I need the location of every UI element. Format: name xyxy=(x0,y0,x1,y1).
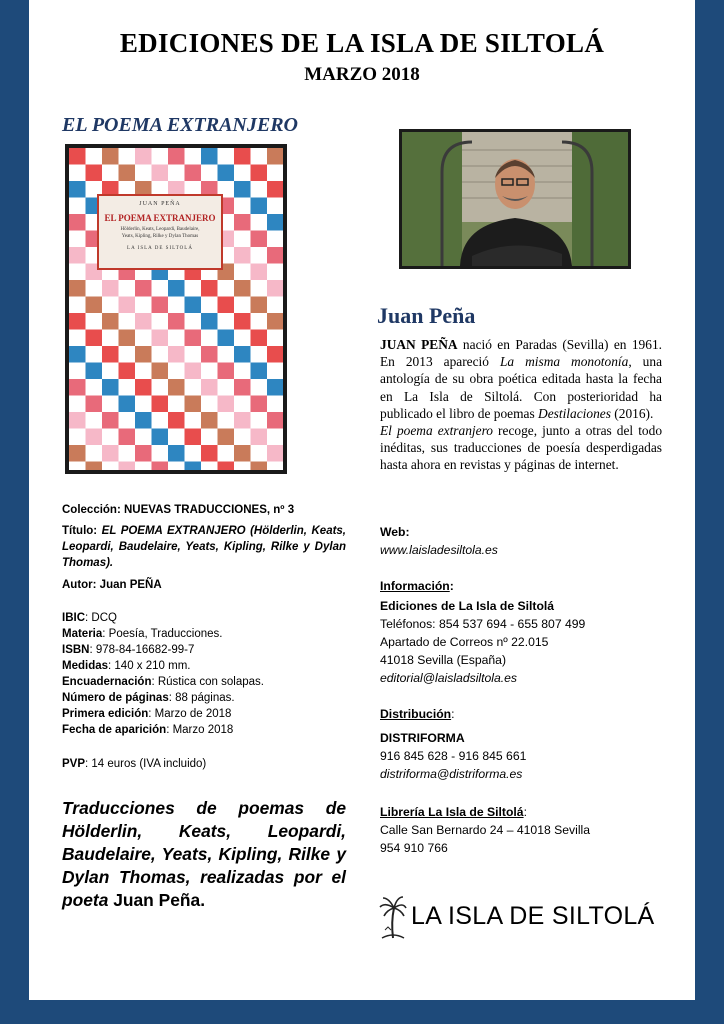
cover-tile xyxy=(135,412,152,429)
cover-tile xyxy=(119,462,136,471)
dist-email-link[interactable]: distriforma@distriforma.es xyxy=(380,767,523,781)
book-title: EL POEMA EXTRANJERO xyxy=(62,114,298,136)
cover-tile xyxy=(119,165,136,182)
cover-tile xyxy=(185,330,202,347)
cover-tile xyxy=(69,181,86,198)
web-label: Web: xyxy=(380,525,410,539)
cover-tile xyxy=(119,297,136,314)
cover-tile xyxy=(69,214,86,231)
info-box: Apartado de Correos nº 22.015 xyxy=(380,635,549,649)
cover-tile xyxy=(69,379,86,396)
cover-publisher: LA ISLA DE SILTOLÁ xyxy=(127,246,193,251)
cover-tile xyxy=(201,280,218,297)
cover-tile xyxy=(185,429,202,446)
cover-tile xyxy=(201,412,218,429)
libreria-label: Librería La Isla de Siltolá: xyxy=(380,805,527,819)
isbn-line: ISBN: 978-84-16682-99-7 xyxy=(62,644,195,656)
cover-tile xyxy=(267,412,283,429)
cover-tile xyxy=(218,165,235,182)
pvp-line: PVP: 14 euros (IVA incluido) xyxy=(62,758,207,770)
author-photo xyxy=(399,129,631,269)
cover-tile xyxy=(86,297,103,314)
cover-tile xyxy=(218,396,235,413)
info-label: Información: xyxy=(380,579,454,593)
cover-tile xyxy=(251,330,268,347)
cover-tile xyxy=(218,429,235,446)
cover-tile xyxy=(267,181,283,198)
cover-tile xyxy=(86,165,103,182)
cover-tile xyxy=(201,346,218,363)
cover-tile xyxy=(119,396,136,413)
paginas-line: Número de páginas: 88 páginas. xyxy=(62,692,235,704)
cover-tile xyxy=(69,247,86,264)
cover-tile xyxy=(201,313,218,330)
cover-tile xyxy=(135,313,152,330)
cover-tile xyxy=(234,148,251,165)
cover-tile xyxy=(267,148,283,165)
cover-tile xyxy=(218,297,235,314)
cover-tile xyxy=(69,148,86,165)
cover-tile xyxy=(168,148,185,165)
cover-tile xyxy=(168,280,185,297)
fecha-aparicion-line: Fecha de aparición: Marzo 2018 xyxy=(62,724,234,736)
cover-tile xyxy=(234,412,251,429)
cover-title: EL POEMA EXTRANJERO xyxy=(104,213,216,223)
cover-tile xyxy=(135,379,152,396)
cover-tile xyxy=(119,330,136,347)
cover-tile xyxy=(102,280,119,297)
cover-tile xyxy=(218,330,235,347)
cover-author: JUAN PEÑA xyxy=(139,201,181,207)
cover-tile xyxy=(185,297,202,314)
autor-line: Autor: Juan PEÑA xyxy=(62,579,162,591)
cover-tile xyxy=(185,165,202,182)
cover-tile xyxy=(234,214,251,231)
cover-tile xyxy=(152,429,169,446)
cover-tile xyxy=(102,346,119,363)
cover-tile xyxy=(267,346,283,363)
cover-tile xyxy=(251,198,268,215)
cover-tile xyxy=(218,462,235,471)
cover-tile xyxy=(267,379,283,396)
cover-tile xyxy=(152,462,169,471)
cover-tile xyxy=(234,181,251,198)
cover-tile xyxy=(185,363,202,380)
cover-tile xyxy=(135,346,152,363)
web-link[interactable]: www.laisladesiltola.es xyxy=(380,543,498,557)
cover-tile xyxy=(168,412,185,429)
cover-tile xyxy=(234,313,251,330)
ibic-line: IBIC: DCQ xyxy=(62,612,117,624)
cover-tile xyxy=(135,148,152,165)
cover-tile xyxy=(86,396,103,413)
cover-tile xyxy=(267,280,283,297)
palm-tree-icon xyxy=(379,894,407,940)
cover-tile xyxy=(168,379,185,396)
cover-tile xyxy=(119,429,136,446)
cover-tile xyxy=(135,445,152,462)
cover-tile xyxy=(86,429,103,446)
cover-tile xyxy=(201,379,218,396)
materia-line: Materia: Poesía, Traducciones. xyxy=(62,628,223,640)
cover-tile xyxy=(234,445,251,462)
cover-tile xyxy=(251,462,268,471)
bio-paragraph-2: El poema extranjero recoge, junto a otras del todo inéditas, sus traducciones de poesía desperdigadas hasta ahora en revistas y páginas de internet. xyxy=(380,423,663,473)
info-phone: Teléfonos: 854 537 694 - 655 807 499 xyxy=(380,617,586,631)
cover-tile xyxy=(201,148,218,165)
cover-tile xyxy=(69,313,86,330)
cover-tile xyxy=(267,247,283,264)
dist-phone: 916 845 628 - 916 845 661 xyxy=(380,749,527,763)
cover-tile xyxy=(185,396,202,413)
logo-text: LA ISLA DE SILTOLÁ xyxy=(411,902,655,930)
book-cover xyxy=(65,144,287,474)
cover-tile xyxy=(168,313,185,330)
cover-tile xyxy=(152,363,169,380)
author-portrait-image xyxy=(402,132,628,266)
page-title: EDICIONES DE LA ISLA DE SILTOLÁ xyxy=(119,28,605,58)
bio-paragraph-1: JUAN PEÑA nació en Paradas (Sevilla) en 1961. En 2013 apareció La misma monotonía, una antología de su obra poética editada hasta la fecha en La Isla de Siltolá. Con posterioridad ha publicado el libro de poemas Destilaciones (2016). xyxy=(380,337,663,421)
cover-tile xyxy=(234,247,251,264)
cover-tile xyxy=(102,445,119,462)
cover-tile xyxy=(152,396,169,413)
cover-tile xyxy=(102,412,119,429)
flyer-page xyxy=(29,0,695,1000)
cover-tile xyxy=(152,297,169,314)
coleccion-line: Colección: NUEVAS TRADUCCIONES, nº 3 xyxy=(62,504,295,516)
cover-tile xyxy=(102,148,119,165)
cover-tile xyxy=(69,445,86,462)
cover-tile xyxy=(251,396,268,413)
medidas-line: Medidas: 140 x 210 mm. xyxy=(62,660,191,672)
distribucion-label: Distribución: xyxy=(380,707,455,721)
info-city: 41018 Sevilla (España) xyxy=(380,653,507,667)
cover-tile xyxy=(234,379,251,396)
cover-tile xyxy=(102,313,119,330)
cover-tile xyxy=(152,165,169,182)
cover-tile xyxy=(251,297,268,314)
cover-tile xyxy=(102,379,119,396)
cover-tile xyxy=(251,264,268,281)
cover-tile xyxy=(251,363,268,380)
cover-tile xyxy=(86,330,103,347)
cover-tile xyxy=(185,462,202,471)
cover-tile xyxy=(152,330,169,347)
info-email-link[interactable]: editorial@laisladsiltola.es xyxy=(380,671,518,685)
cover-tile xyxy=(69,412,86,429)
shop-address: Calle San Bernardo 24 – 41018 Sevilla xyxy=(380,823,591,837)
cover-tile xyxy=(168,346,185,363)
author-heading: Juan Peña xyxy=(377,303,476,328)
cover-tile xyxy=(234,346,251,363)
cover-tile xyxy=(251,231,268,248)
cover-tile xyxy=(251,165,268,182)
cover-tile xyxy=(168,445,185,462)
author-bio xyxy=(380,336,662,474)
primera-edicion-line: Primera edición: Marzo de 2018 xyxy=(62,708,232,720)
cover-tile xyxy=(135,280,152,297)
publisher-logo xyxy=(379,894,679,940)
cover-title-plate xyxy=(97,194,223,270)
cover-tile xyxy=(86,363,103,380)
cover-tile xyxy=(234,280,251,297)
cover-tile xyxy=(119,363,136,380)
cover-tile xyxy=(201,445,218,462)
cover-tile xyxy=(267,313,283,330)
dist-name: DISTRIFORMA xyxy=(380,731,465,745)
cover-tile xyxy=(218,363,235,380)
encuadernacion-line: Encuadernación: Rústica con solapas. xyxy=(62,676,264,688)
cover-tile xyxy=(69,346,86,363)
titulo-line: Título: EL POEMA EXTRANJERO (Hölderlin, Keats, Leopardi, Baudelaire, Yeats, Kipling, Rilke y Dylan Thomas). xyxy=(62,525,347,569)
cover-subtitle: Hölderlin, Keats, Leopardi, Baudelaire, Yeats, Kipling, Rilke y Dylan Thomas xyxy=(120,227,200,239)
promo-quote: Traducciones de poemas de Hölderlin, Keats, Leopardi, Baudelaire, Yeats, Kipling, Rilke y Dylan Thomas, realizadas por el poeta Juan Peña. xyxy=(62,798,346,910)
cover-tile xyxy=(69,280,86,297)
cover-tile xyxy=(267,445,283,462)
info-name: Ediciones de La Isla de Siltolá xyxy=(380,599,555,613)
cover-tile xyxy=(267,214,283,231)
shop-phone: 954 910 766 xyxy=(380,841,448,855)
page-subtitle: MARZO 2018 xyxy=(304,64,420,85)
cover-tile xyxy=(251,429,268,446)
cover-tile xyxy=(86,462,103,471)
